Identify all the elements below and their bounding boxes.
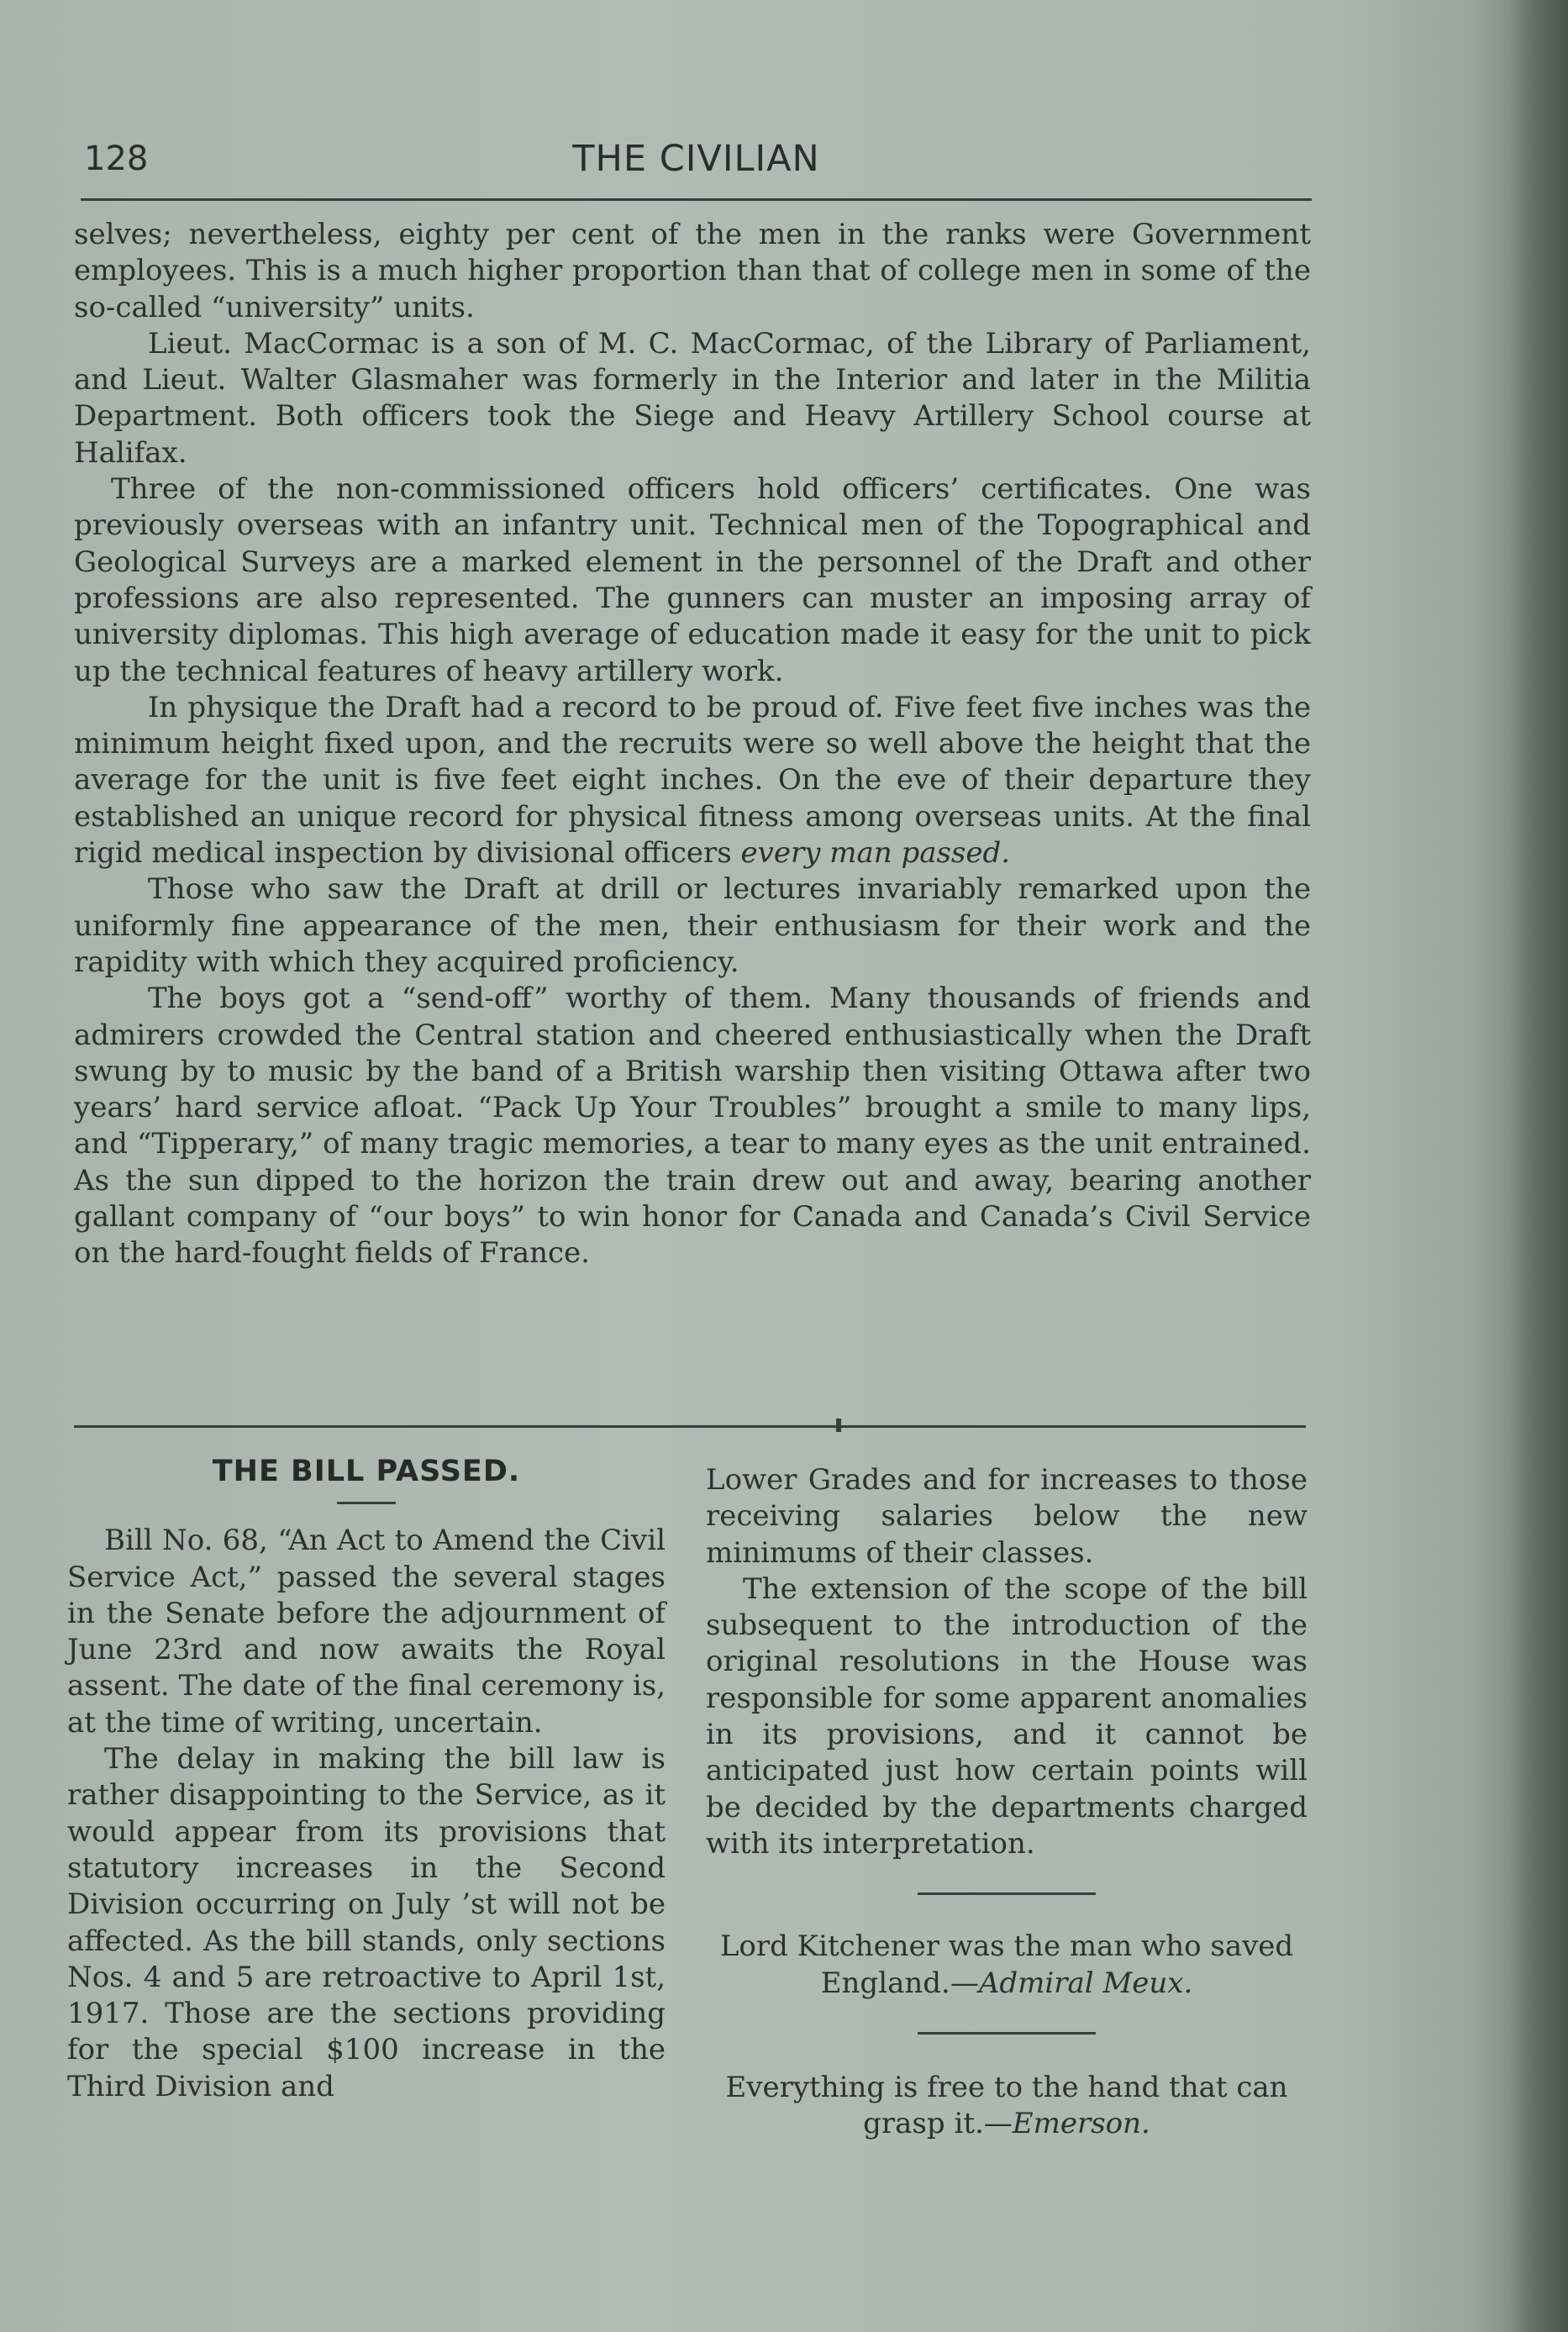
quote-author: Emerson. [1012, 2107, 1150, 2141]
paragraph: The delay in making the bill law is rather disappointing to the Service, as it would appear from its provisions that statutory increases in the Second Division occurring on July ’st will not be affected. As the bill stands, only sections Nos. 4 and 5 are retroactive to April 1st, 1917. Those are the sections providing for the special $100 increase in the Third Division and [67, 1742, 666, 2103]
left-column [67, 1454, 666, 2105]
paragraph: The extension of the scope of the bill subsequent to the introduction of the original resolutions in the House was responsible for some apparent anomalies in its provisions, and it cannot be anticipated just how certain points will be decided by the departments charged with its interpretation. [706, 1571, 1308, 1861]
page-number: 128 [84, 139, 149, 178]
section-divider [74, 1425, 1306, 1428]
paragraph: Lower Grades and for increases to those receiving salaries below the new minimums of their classes. [706, 1463, 1308, 1570]
paragraph-text: In physique the Draft had a record to be proud of. Five feet five inches was the minimum height fixed upon, and the recruits were so well above the height that the average for the unit is five feet eight inches. On the eve of their departure they established an unique record for physical fitness among overseas units. At the final rigid medical inspection by divisional officers [74, 690, 1311, 871]
quote-divider [918, 2032, 1096, 2035]
right-column [706, 1462, 1308, 2142]
quote [706, 2070, 1308, 2143]
paragraph [74, 690, 1311, 871]
quote-text: Everything is free to the hand that can grasp it.— [725, 2070, 1288, 2141]
article-continued [74, 217, 1311, 1272]
quote [706, 1929, 1308, 2002]
divider-mark [836, 1419, 841, 1432]
binding-gutter [1509, 0, 1568, 2332]
paragraph: The boys got a “send-off” worthy of them. Many thousands of friends and admirers crowded the Central station and cheered enthusiastically when the Draft swung by to music by the band of a British warship then visiting Ottawa after two years’ hard service afloat. “Pack Up Your Troubles” brought a smile to many lips, and “Tipperary,” of many tragic memories, a tear to many eyes as the unit entrained. As the sun dipped to the horizon the train drew out and away, bearing another gallant company of “our boys” to win honor for Canada and Canada’s Civil Service on the hard-fought fields of France. [74, 982, 1311, 1271]
paragraph: Those who saw the Draft at drill or lectures invariably remarked upon the uniformly fine appearance of the men, their enthusiasm for their work and the rapidity with which they acquired proficiency. [74, 872, 1311, 979]
paragraph: Three of the non-commissioned officers hold officers’ certificates. One was previously overseas with an infantry unit. Technical men of the Topographical and Geological Surveys are a marked element in the personnel of the Draft and other professions are also represented. The gunners can muster an imposing array of university diplomas. This high average of education made it easy for the unit to pick up the technical features of heavy artillery work. [74, 472, 1311, 688]
page-header [81, 136, 1312, 188]
quote-author: Admiral Meux. [978, 1966, 1193, 2000]
quote-text: Lord Kitchener was the man who saved England.— [719, 1929, 1294, 2000]
title-rule [337, 1502, 396, 1504]
header-rule [81, 198, 1312, 201]
paragraph: selves; nevertheless, eighty per cent of the men in the ranks were Government employees. This is a much higher proportion than that of college men in some of the so-called “university” units. [74, 218, 1311, 324]
paragraph: Bill No. 68, “An Act to Amend the Civil Service Act,” passed the several stages in the Senate before the adjournment of June 23rd and now awaits the Royal assent. The date of the final ceremony is, at the time of writing, uncertain. [67, 1524, 666, 1740]
running-title: THE CIVILIAN [572, 138, 820, 180]
paragraph: Lieut. MacCormac is a son of M. C. MacCormac, of the Library of Parliament, and Lieut. Walter Glasmaher was formerly in the Interior and later in the Militia Department. Both officers took the Siege and Heavy Artillery School course at Halifax. [74, 326, 1311, 470]
emphasis-text: every man passed. [740, 836, 1011, 871]
article-title: THE BILL PASSED. [212, 1455, 521, 1488]
quote-divider [918, 1892, 1096, 1895]
